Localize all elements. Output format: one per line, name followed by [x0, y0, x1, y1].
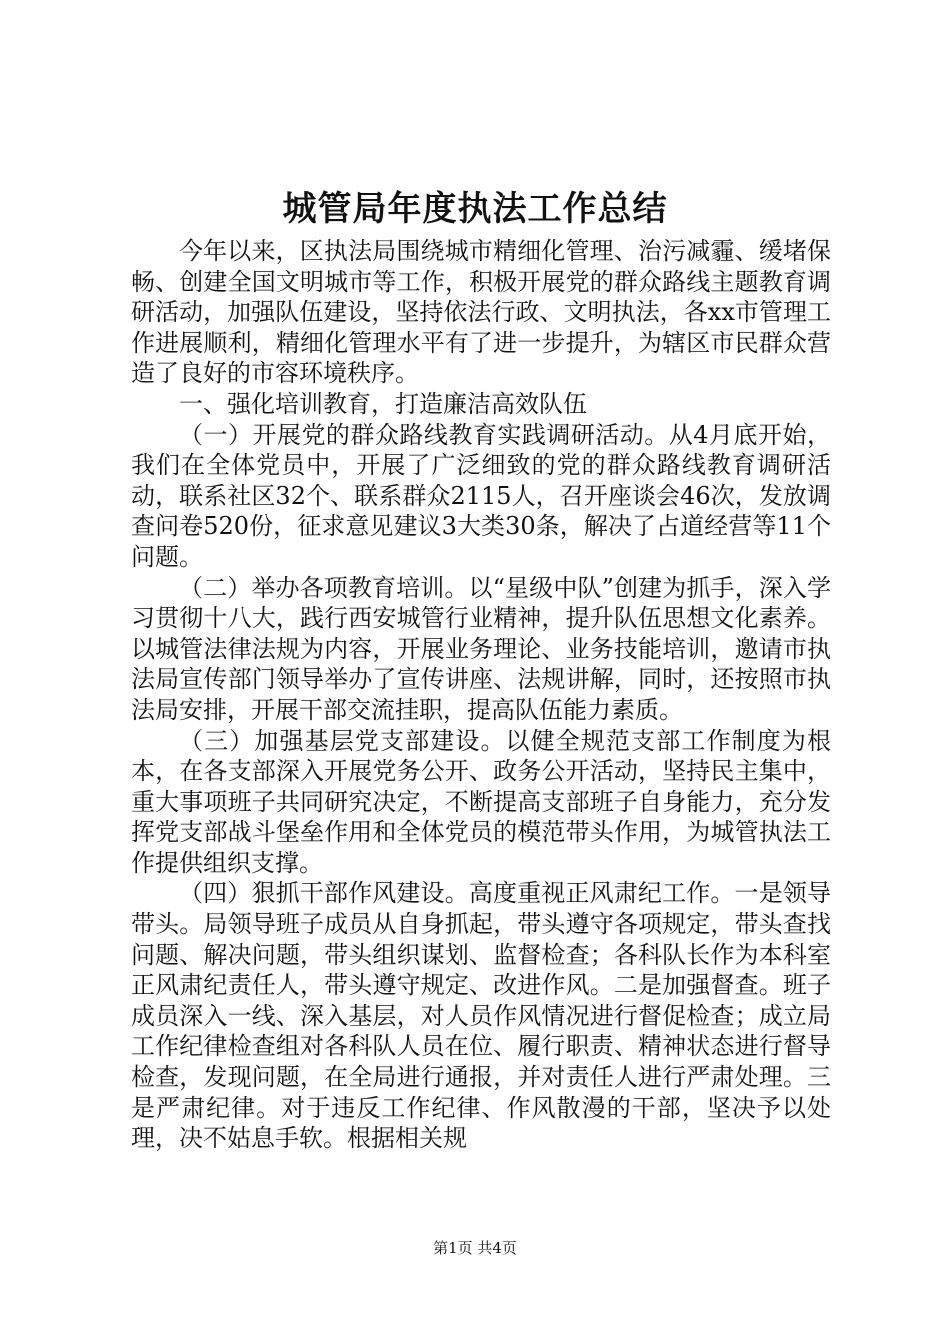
- document-title: 城管局年度执法工作总结: [282, 189, 668, 229]
- paragraph-item-1: （一）开展党的群众路线教育实践调研活动。从4月底开始，我们在全体党员中，开展了广泛细致的党的群众路线教育调研活动，联系社区32个、联系群众2115人，召开座谈会46次，发放调查问卷520份，征求意见建议3大类30条，解决了占道经营等11个问题。: [131, 420, 831, 571]
- section-heading: 一、强化培训教育，打造廉洁高效队伍: [179, 389, 587, 418]
- paragraph-intro: 今年以来，区执法局围绕城市精细化管理、治污减霾、缓堵保畅、创建全国文明城市等工作，积极开展党的群众路线主题教育调研活动，加强队伍建设，坚持依法行政、文明执法，各xx市管理工作进展顺利，精细化管理水平有了进一步提升，为辖区市民群众营造了良好的市容环境秩序。: [131, 237, 831, 388]
- document-body: [131, 236, 831, 1154]
- paragraph-item-2: （二）举办各项教育培训。以“星级中队”创建为抓手，深入学习贯彻十八大，践行西安城管行业精神，提升队伍思想文化素养。以城管法律法规为内容，开展业务理论、业务技能培训，邀请市执法局宣传部门领导举办了宣传讲座、法规讲解，同时，还按照市执法局安排，开展干部交流挂职，提高队伍能力素质。: [131, 573, 831, 724]
- paragraph-item-4: （四）狠抓干部作风建设。高度重视正风肃纪工作。一是领导带头。局领导班子成员从自身抓起，带头遵守各项规定，带头查找问题、解决问题，带头组织谋划、监督检查；各科队长作为本科室正风肃纪责任人，带头遵守规定、改进作风。二是加强督查。班子成员深入一线、深入基层，对人员作风情况进行督促检查；成立局工作纪律检查组对各科队人员在位、履行职责、精神状态进行督导检查，发现问题，在全局进行通报，并对责任人进行严肃处理。三是严肃纪律。对于违反工作纪律、作风散漫的干部，坚决予以处理，决不姑息手软。根据相关规: [131, 879, 831, 1153]
- page-number-footer: 第1页 共4页: [433, 1239, 517, 1257]
- paragraph-item-3: （三）加强基层党支部建设。以健全规范支部工作制度为根本，在各支部深入开展党务公开、政务公开活动，坚持民主集中，重大事项班子共同研究决定，不断提高支部班子自身能力，充分发挥党支部战斗堡垒作用和全体党员的模范带头作用，为城管执法工作提供组织支撑。: [131, 726, 831, 877]
